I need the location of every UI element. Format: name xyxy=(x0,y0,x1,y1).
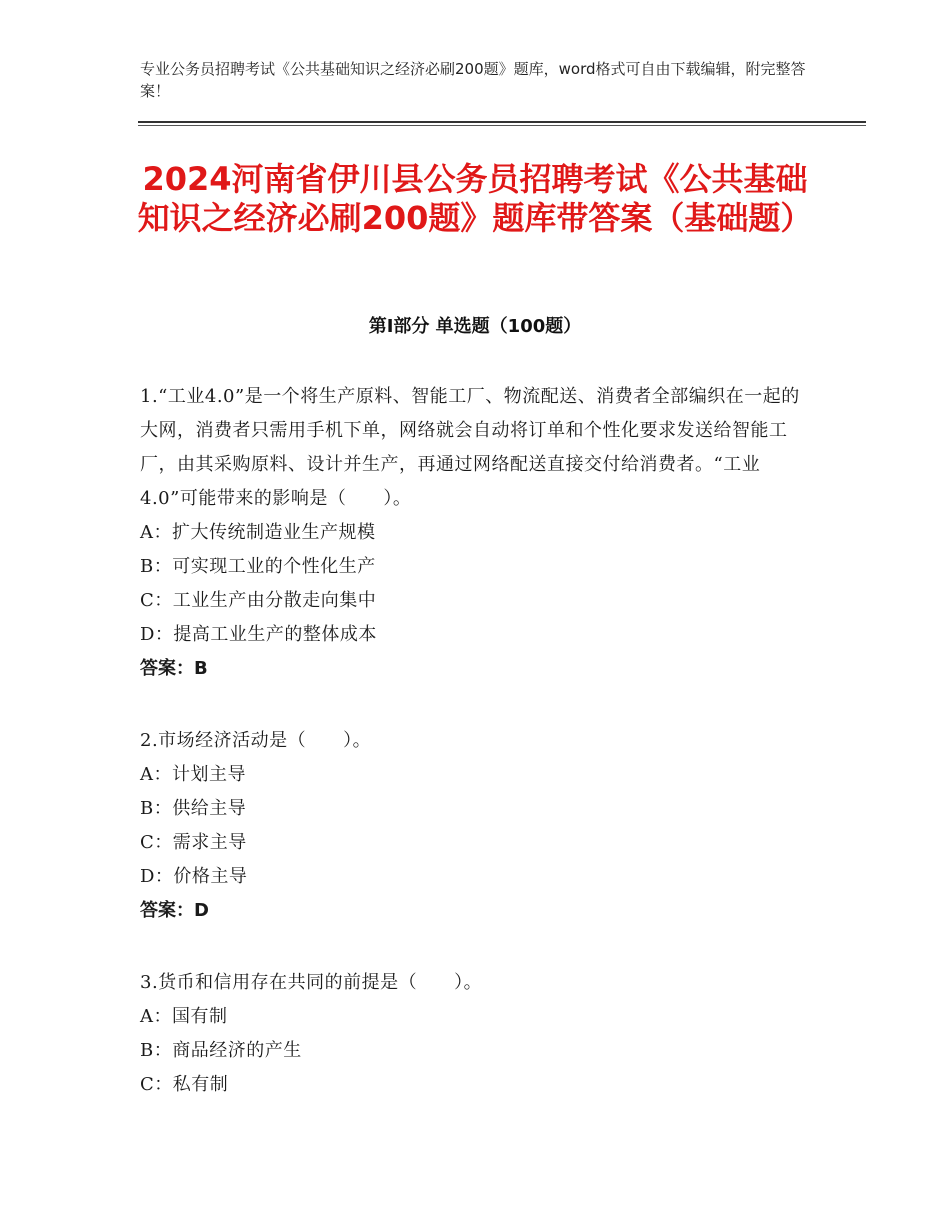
option-b: B：可实现工业的个性化生产 xyxy=(140,556,376,577)
question-2 xyxy=(140,724,812,928)
option-a: A：扩大传统制造业生产规模 xyxy=(140,522,376,543)
option-c: C：私有制 xyxy=(140,1074,229,1095)
option-d: D：价格主导 xyxy=(140,866,248,887)
option-c: C：需求主导 xyxy=(140,832,247,853)
option-b: B：商品经济的产生 xyxy=(140,1040,302,1061)
option-c: C：工业生产由分散走向集中 xyxy=(140,590,377,611)
header-divider-thick xyxy=(138,121,866,123)
option-d: D：提高工业生产的整体成本 xyxy=(140,624,377,645)
option-a: A：国有制 xyxy=(140,1006,228,1027)
question-stem: 3.货币和信用存在共同的前提是（ ）。 xyxy=(140,972,483,993)
option-a: A：计划主导 xyxy=(140,764,246,785)
answer: 答案：D xyxy=(140,900,209,921)
section-heading: 第Ⅰ部分 单选题（100题） xyxy=(368,316,582,337)
question-stem: 2.市场经济活动是（ ）。 xyxy=(140,730,372,751)
header-note: 专业公务员招聘考试《公共基础知识之经济必刷200题》题库，word格式可自由下载编辑，附完整答案！ xyxy=(140,60,806,100)
question-list xyxy=(140,380,812,1140)
header-divider-thin xyxy=(138,125,866,126)
document-title: 2024河南省伊川县公务员招聘考试《公共基础知识之经济必刷200题》题库带答案（基础题） xyxy=(137,160,813,237)
question-stem: 1.“工业4.0”是一个将生产原料、智能工厂、物流配送、消费者全部编织在一起的大网，消费者只需用手机下单，网络就会自动将订单和个性化要求发送给智能工厂，由其采购原料、设计并生产，再通过网络配送直接交付给消费者。“工业4.0”可能带来的影响是（ ）。 xyxy=(140,386,800,509)
answer: 答案：B xyxy=(140,658,208,679)
question-1 xyxy=(140,380,812,686)
question-3 xyxy=(140,966,812,1102)
option-b: B：供给主导 xyxy=(140,798,247,819)
